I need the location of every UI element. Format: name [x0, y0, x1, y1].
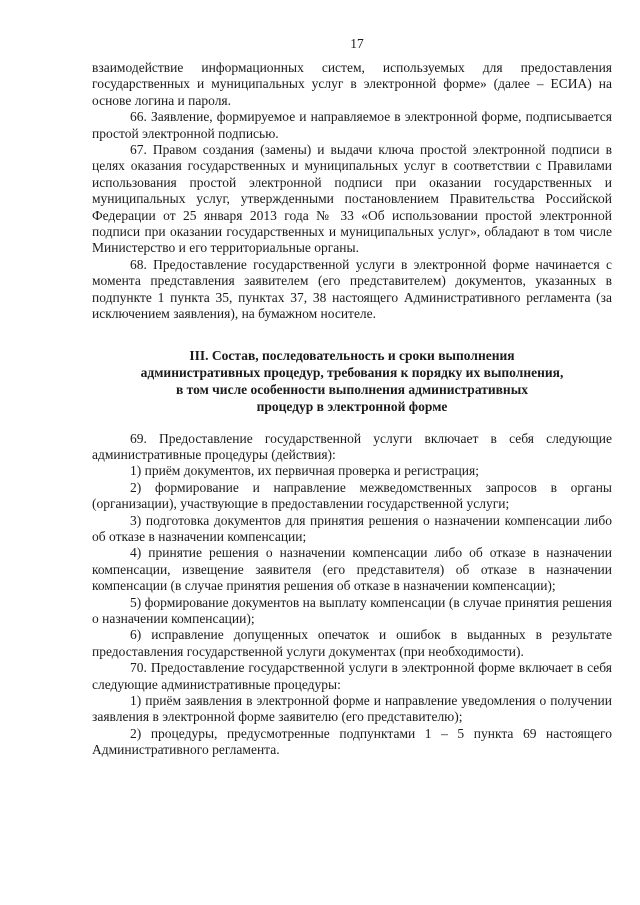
section-heading	[92, 347, 612, 415]
list-item-69-6: 6) исправление допущенных опечаток и ошибок в выданных в результате предоставления государственной услуги документах (при необходимости).	[92, 627, 612, 659]
section-gap	[92, 323, 612, 347]
section-heading-line: в том числе особенности выполнения административных	[176, 381, 528, 397]
section-heading-line: административных процедур, требования к порядку их выполнения,	[140, 364, 564, 380]
list-item-69-1: 1) приём документов, их первичная проверка и регистрация;	[130, 463, 479, 479]
page-number: 17	[350, 36, 364, 51]
paragraph-66: 66. Заявление, формируемое и направляемое в электронной форме, подписывается простой электронной подписью.	[92, 109, 612, 141]
paragraph-70: 70. Предоставление государственной услуги в электронной форме включает в себя следующие административные процедуры:	[92, 660, 612, 692]
paragraph-67: 67. Правом создания (замены) и выдачи ключа простой электронной подписи в целях оказания государственных и муниципальных услуг в соответствии с Правилами использования простой электронной подписи при оказании государственных и муниципальных услуг, утвержденными постановлением Правительства Российской Федерации от 25 января 2013 года № 33 «Об использовании простой электронной подписи при оказании государственных и муниципальных услуг», обладают в том числе Министерство и его территориальные органы.	[92, 142, 612, 256]
section-heading-line: процедур в электронной форме	[256, 398, 448, 414]
list-item-69-2: 2) формирование и направление межведомственных запросов в органы (организации), участвующие в предоставлении государственной услуги;	[92, 479, 612, 512]
paragraph-69: 69. Предоставление государственной услуги включает в себя следующие административные процедуры (действия):	[92, 430, 612, 462]
paragraph-continuation: взаимодействие информационных систем, используемых для предоставления государственных и муниципальных услуг в электронной форме» (далее – ЕСИА) на основе логина и пароля.	[92, 60, 612, 108]
list-item-69-3: 3) подготовка документов для принятия решения о назначении компенсации либо об отказе в назначении компенсации;	[92, 512, 612, 544]
section-heading-line: III. Состав, последовательность и сроки выполнения	[189, 347, 515, 363]
list-item-70-1: 1) приём заявления в электронной форме и направление уведомления о получении заявления в электронной форме заявителю (его представителю);	[92, 693, 612, 725]
list-item-70-2: 2) процедуры, предусмотренные подпунктами 1 – 5 пункта 69 настоящего Административного регламента.	[92, 725, 612, 758]
paragraph-68: 68. Предоставление государственной услуги в электронной форме начинается с момента представления заявителем (его представителем) документов, указанных в подпункте 1 пункта 35, пунктах 37, 38 настоящего Административного регламента (за исключением заявления), на бумажном носителе.	[92, 256, 612, 322]
list-item-69-5: 5) формирование документов на выплату компенсации (в случае принятия решения о назначении компенсации);	[92, 594, 612, 626]
list-item-69-4: 4) принятие решения о назначении компенсации либо об отказе в назначении компенсации, извещение заявителя (его представителя) об отказе в назначении компенсации (в случае принятия решения об отказе в назначении компенсации);	[92, 545, 612, 594]
